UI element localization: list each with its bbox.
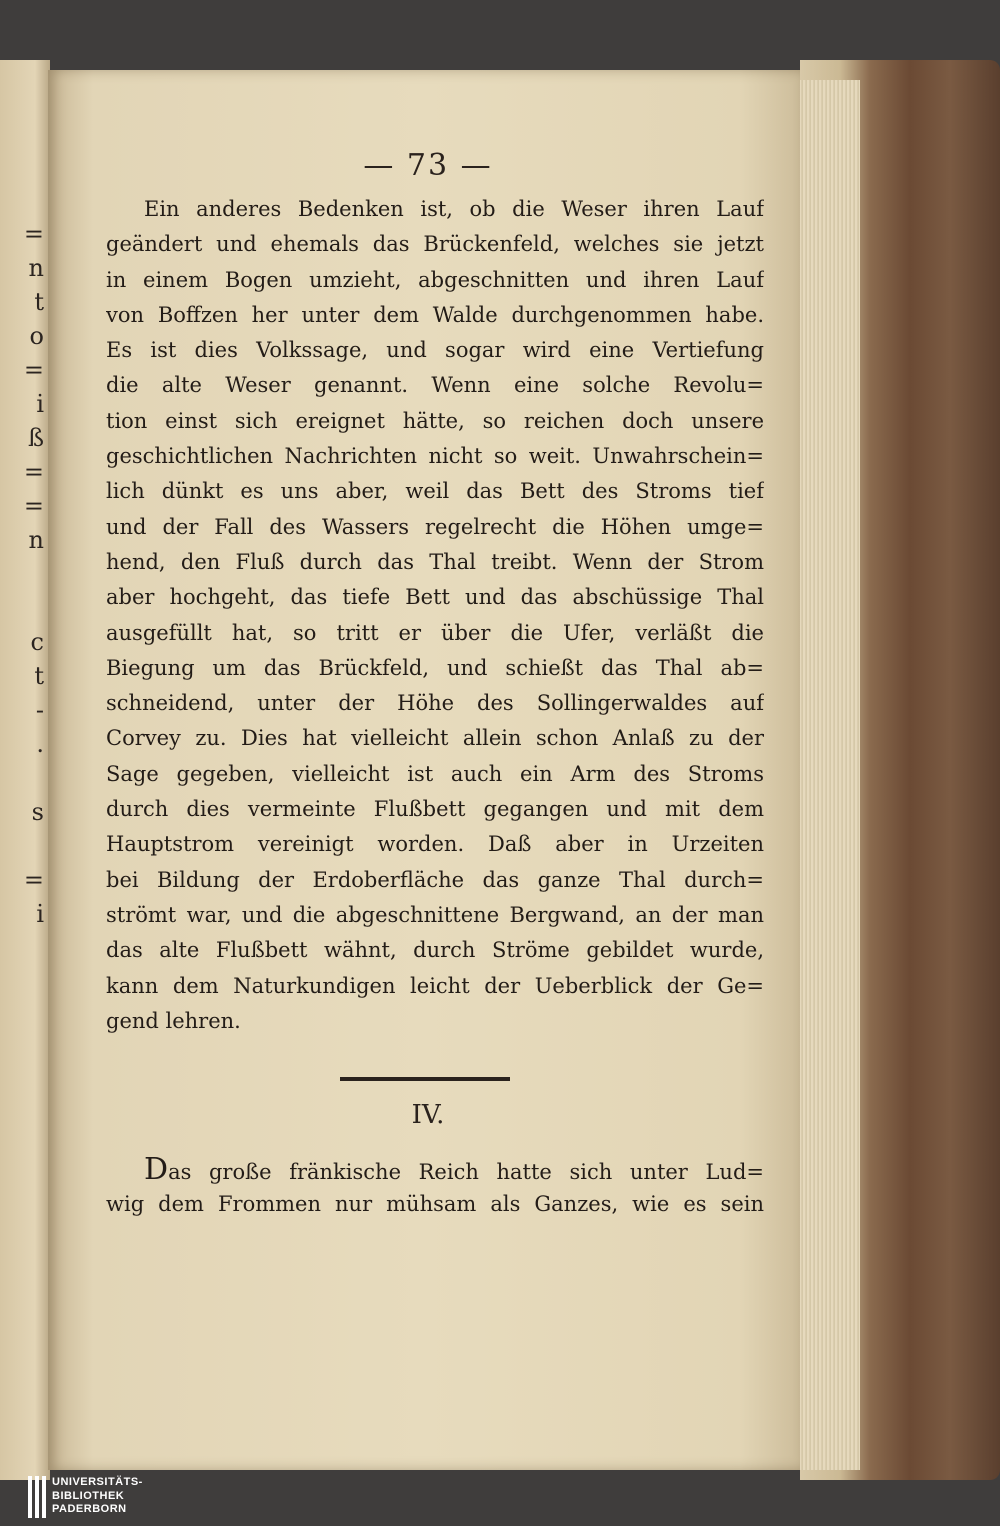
page-number: — 73 — [363,148,493,183]
text-line: ausgefüllt hat, so tritt er über die Ufer, verläßt die [106,620,764,645]
text-line: bei Bildung der Erdoberfläche das ganze Thal durch= [106,867,764,892]
previous-page-glyph: t [34,288,44,316]
previous-page-glyph: ß [27,424,44,452]
section-line: as große fränkische Reich hatte sich unter Lud= [168,1160,764,1184]
previous-page-glyph: = [23,866,44,894]
previous-page-glyph: i [36,390,44,418]
text-line: durch dies vermeinte Flußbett gegangen und mit dem [106,797,764,822]
text-line: lich dünkt es uns aber, weil das Bett des Stroms tief [106,479,764,504]
text-line: Es ist dies Volkssage, und sogar wird eine Vertiefung [106,338,764,363]
previous-page-glyph: n [28,526,44,554]
previous-page-glyph: s [31,798,44,826]
previous-page-glyph: . [36,730,44,758]
previous-page-edge [0,60,50,1480]
library-logo-text: UNIVERSITÄTS- BIBLIOTHEK PADERBORN [52,1476,143,1515]
text-line: geschichtlichen Nachrichten nicht so weit. Unwahrschein= [106,444,764,469]
previous-page-glyph: n [28,254,44,282]
previous-page-glyph: = [23,492,44,520]
previous-page-text-fragments [0,220,50,934]
text-line: gend lehren. [106,1008,241,1033]
section-line: wig dem Frommen nur mühsam als Ganzes, wie es sein [106,1192,764,1217]
section-heading: IV. [411,1100,445,1130]
text-line: von Boffzen her unter dem Walde durchgenommen habe. [106,302,764,327]
dropcap: D [144,1152,169,1187]
text-line: strömt war, und die abgeschnittene Bergwand, an der man [106,902,764,927]
library-logo-mark-icon [28,1476,46,1518]
text-line: das alte Flußbett wähnt, durch Ströme gebildet wurde, [106,938,764,963]
previous-page-glyph [0,594,50,628]
text-line: in einem Bogen umzieht, abgeschnitten und ihren Lauf [106,267,764,292]
text-line: die alte Weser genannt. Wenn eine solche Revolu= [106,373,764,398]
previous-page-glyph [0,832,50,866]
previous-page-glyph: = [23,458,44,486]
previous-page-glyph: - [35,696,44,724]
section-divider-rule [340,1077,510,1081]
text-line: hend, den Fluß durch das Thal treibt. Wenn der Strom [106,549,764,574]
text-line: tion einst sich ereignet hätte, so reichen doch unsere [106,408,764,433]
text-line: schneidend, unter der Höhe des Sollingerwaldes auf [106,691,764,716]
section-first-line [106,1152,764,1187]
text-line: Sage gegeben, vielleicht ist auch ein Arm des Stroms [106,761,764,786]
text-line: geändert und ehemals das Brückenfeld, welches sie jetzt [106,232,764,257]
previous-page-glyph: = [23,356,44,384]
previous-page-glyph: i [36,900,44,928]
book-page [48,70,800,1470]
previous-page-glyph: = [23,220,44,248]
text-line: Hauptstrom vereinigt worden. Daß aber in Urzeiten [106,832,764,857]
page-edges [795,80,860,1470]
previous-page-glyph: c [30,628,44,656]
library-logo [28,1476,258,1520]
text-line: aber hochgeht, das tiefe Bett und das abschüssige Thal [106,585,764,610]
previous-page-glyph: t [34,662,44,690]
text-line: Corvey zu. Dies hat vielleicht allein schon Anlaß zu der [106,726,764,751]
text-line: Ein anderes Bedenken ist, ob die Weser ihren Lauf [144,197,764,221]
text-line: Biegung um das Brückfeld, und schießt das Thal ab= [106,655,764,680]
text-line: und der Fall des Wassers regelrecht die Höhen umge= [106,514,764,539]
previous-page-glyph [0,764,50,798]
body-text [106,192,764,1039]
section-text [106,1152,764,1223]
previous-page-glyph: o [29,322,44,350]
previous-page-glyph [0,560,50,594]
text-line: kann dem Naturkundigen leicht der Ueberblick der Ge= [106,973,764,998]
